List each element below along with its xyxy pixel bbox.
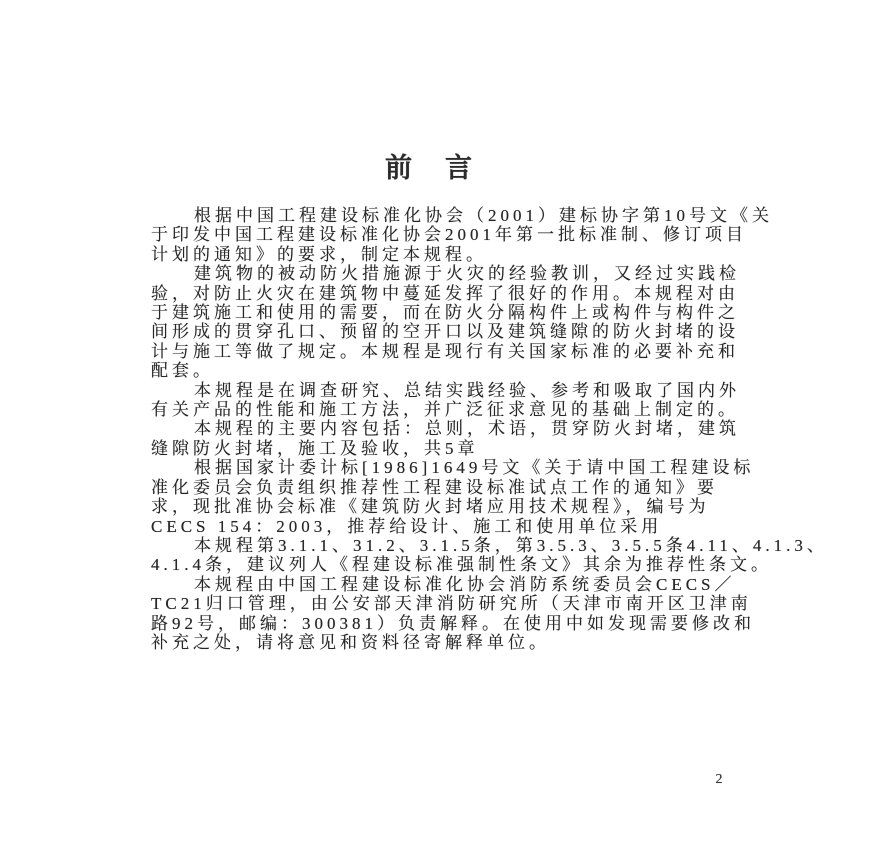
text-line: 验，对防止火灾在建筑物中蔓延发挥了很好的作用。本规程对由	[151, 283, 739, 303]
text-line: 本规程的主要内容包括：总则，术语，贯穿防火封堵，建筑	[194, 419, 740, 439]
text-line: 计与施工等做了规定。本规程是现行有关国家标准的必要补充和	[151, 341, 739, 361]
text-line: 路92号，邮编：300381）负责解释。在使用中如发现需要修改和	[151, 613, 755, 633]
text-line: 于建筑施工和使用的需要，而在防火分隔构件上或构件与构件之	[151, 303, 739, 323]
text-line: 配套。	[151, 361, 214, 381]
text-line: 缝隙防火封堵，施工及验收，共5章	[151, 438, 479, 458]
text-line: 4.1.4条，建议列人《程建设标准强制性条文》其余为推荐性条文。	[151, 555, 772, 575]
text-line: 间形成的贯穿孔口、预留的空开口以及建筑缝隙的防火封堵的设	[151, 322, 739, 342]
text-line: 于印发中国工程建设标准化协会2001年第一批标准制、修订项目	[151, 225, 747, 245]
text-line: CECS 154：2003，推荐给设计、施工和使用单位采用	[151, 516, 663, 536]
page-title: 前 言	[385, 153, 475, 183]
text-line: 有关产品的性能和施工方法，并广泛征求意见的基础上制定的。	[151, 400, 739, 420]
text-line: 计划的通知》的要求，制定本规程。	[151, 244, 487, 264]
text-line: 根据国家计委计标[1986]1649号文《关于请中国工程建设标	[194, 458, 755, 478]
text-line: 本规程第3.1.1、31.2、3.1.5条，第3.5.3、3.5.5条4.11、4.1.3、	[194, 535, 828, 555]
text-line: 本规程是在调查研究、总结实践经验、参考和吸取了国内外	[194, 380, 740, 400]
text-line: 建筑物的被动防火措施源于火灾的经验教训，又经过实践检	[194, 264, 740, 284]
document-body	[151, 206, 828, 652]
text-line: 准化委员会负责组织推荐性工程建设标准试点工作的通知》要	[151, 477, 718, 497]
text-line: TC21归口管理，由公安部天津消防研究所（天津市南开区卫津南	[151, 594, 752, 614]
text-line: 本规程由中国工程建设标准化协会消防系统委员会CECS／	[194, 574, 736, 594]
text-line: 根据中国工程建设标准化协会（2001）建标协字第10号文《关	[194, 206, 773, 225]
text-line: 补充之处，请将意见和资料径寄解释单位。	[151, 632, 550, 652]
text-line: 求，现批准协会标准《建筑防火封堵应用技术规程》，编号为	[151, 497, 710, 517]
page-number: 2	[715, 772, 723, 787]
